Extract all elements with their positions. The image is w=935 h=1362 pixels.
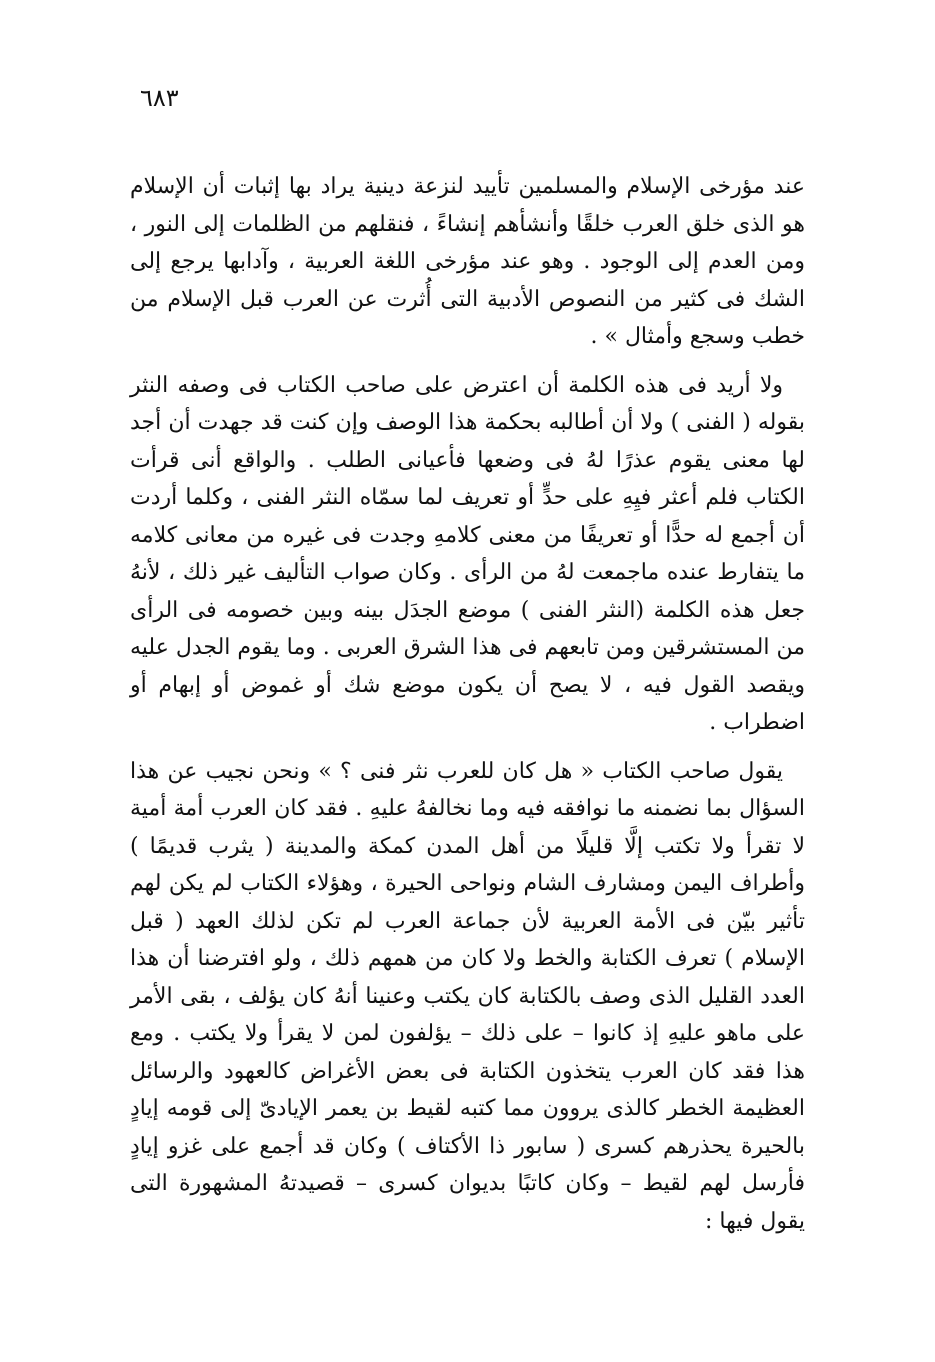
body-text [130, 168, 805, 1251]
page-number: ٦٨٣ [140, 84, 179, 112]
paragraph-2: ولا أريد فى هذه الكلمة أن اعترض على صاحب الكتاب فى وصفه النثر بقوله ( الفنى ) ولا أن أطالبه بحكمة هذا الوصف وإن كنت قد جهدت أن أجد لها معنى يقوم عذرًا لهُ فى وضعها فأعيانى الطلب . والواقع أنى قرأت الكتاب فلم أعثر فيِهِ على حدٍّ أو تعريف لما سمّاه النثر الفنى ، وكلما أردت أن أجمع له حدًّا أو تعريفًا من معنى كلامهِ وجدت فى غيره من معانى كلامه ما يتفارط عنده ماجمعت لهُ من الرأى . وكان صواب التأليف غير ذلك ، لأنهُ جعل هذه الكلمة (النثر الفنى ) موضع الجدَل بينه وبين خصومه فى الرأى من المستشرقين ومن تابعهم فى هذا الشرق العربى . وما يقوم الجدل عليه ويقصد القول فيه ، لا يصح أن يكون موضع شك أو غموض أو إبهام أو اضطراب . [130, 372, 805, 735]
paragraph-1: عند مؤرخى الإسلام والمسلمين تأييد لنزعة دينية يراد بها إثبات أن الإسلام هو الذى خلق العرب خلقًا وأنشأهم إنشاءً ، فنقلهم من الظلمات إلى النور ، ومن العدم إلى الوجود . وهو عند مؤرخى اللغة العربية ، وآدابها يرجع إلى الشك فى كثير من النصوص الأدبية التى أُثرت عن العرب قبل الإسلام من خطب وسجع وأمثال » . [130, 174, 805, 349]
paragraph-3: يقول صاحب الكتاب « هل كان للعرب نثر فنى ؟ » ونحن نجيب عن هذا السؤال بما نضمنه ما نوافقه فيه وما نخالفهُ عليهِ . فقد كان العرب أمة أمية لا تقرأ ولا تكتب إلَّا قليلًا من أهل المدن كمكة والمدينة ( يثرب قديمًا ) وأطراف اليمن ومشارف الشام ونواحى الحيرة ، وهؤلاء الكتاب لم يكن لهم تأثير بيّن فى الأمة العربية لأن جماعة العرب لم تكن لذلك العهد ( قبل الإسلام ) تعرف الكتابة والخط ولا كان من همهم ذلك ، ولو افترضنا أن هذا العدد القليل الذى وصف بالكتابة كان يكتب وعنينا أنهُ كان يؤلف ، بقى الأمر على ماهو عليهِ إذ كانوا – على ذلك – يؤلفون لمن لا يقرأ ولا يكتب . ومع هذا فقد كان العرب يتخذون الكتابة فى بعض الأغراض كالعهود والرسائل العظيمة الخطر كالذى يروون مما كتبه لقيط بن يعمر الإيادىّ إلى قومه إيادٍ بالحيرة يحذرهم كسرى ( سابور ذا الأكتاف ) وكان قد أجمع على غزو إيادٍ فأرسل لهم لقيط – وكان كاتبًا بديوان كسرى – قصيدتهُ المشهورة التى يقول فيها : [130, 758, 805, 1234]
